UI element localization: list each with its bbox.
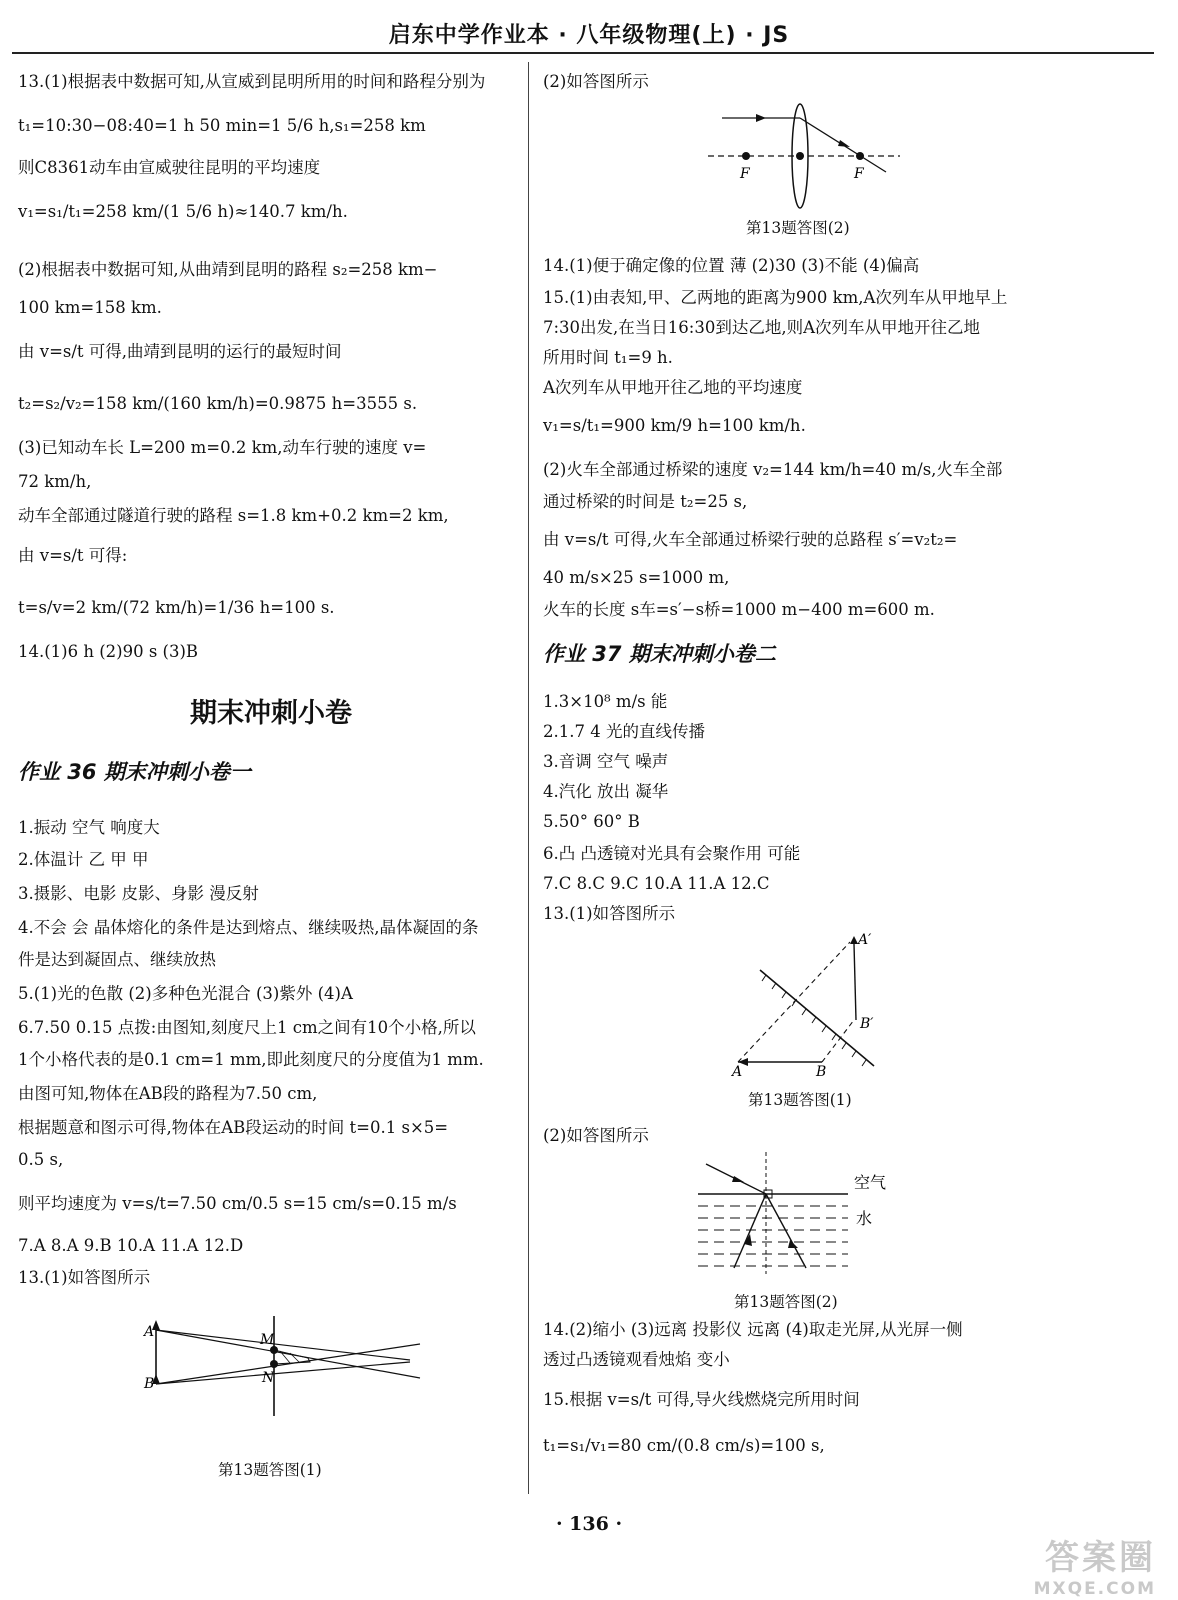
watermark-logo [956, 1530, 1156, 1599]
page-header: 启东中学作业本 · 八年级物理(上) · JS [388, 23, 790, 48]
text-line: 13.(1)如答图所示 [18, 1268, 151, 1287]
text-line: 5.(1)光的色散 (2)多种色光混合 (3)紫外 (4)A [18, 984, 353, 1003]
mirror-diagram [726, 930, 886, 1080]
text-line: 14.(2)缩小 (3)远离 投影仪 远离 (4)取走光屏,从光屏一侧 [543, 1320, 963, 1339]
text-line: (3)已知动车长 L=200 m=0.2 km,动车行驶的速度 v= [18, 438, 427, 457]
text-line: 6.凸 凸透镜对光具有会聚作用 可能 [543, 844, 801, 863]
text-line: 4.汽化 放出 凝华 [543, 782, 669, 801]
mirror-label-a-prime: A′ [858, 932, 872, 948]
text-line: 14.(1)便于确定像的位置 薄 (2)30 (3)不能 (4)偏高 [543, 256, 920, 275]
water-diagram [694, 1148, 904, 1278]
shadow-label-b: B [144, 1376, 155, 1392]
text-line: 5.50° 60° B [543, 812, 640, 831]
shadow-diagram [140, 1316, 430, 1436]
lens-focus-left: F [740, 166, 750, 182]
text-line: 15.(1)由表知,甲、乙两地的距离为900 km,A次列车从甲地早上 [543, 288, 1008, 307]
text-line: 件是达到凝固点、继续放热 [18, 950, 216, 969]
figure-caption: 第13题答图(2) [734, 1293, 838, 1311]
text-line: 所用时间 t₁=9 h. [543, 348, 673, 367]
text-line: 72 km/h, [18, 472, 92, 491]
text-line: v₁=s/t₁=900 km/9 h=100 km/h. [543, 416, 806, 435]
lens-focus-right: F [854, 166, 864, 182]
text-line: 6.7.50 0.15 点拨:由图知,刻度尺上1 cm之间有10个小格,所以 [18, 1018, 476, 1037]
text-line: 1.3×10⁸ m/s 能 [543, 692, 668, 711]
text-line: 14.(1)6 h (2)90 s (3)B [18, 642, 199, 661]
mirror-label-a: A [732, 1064, 743, 1080]
text-line: (2)如答图所示 [543, 72, 649, 91]
header-rule [12, 52, 1154, 54]
text-line: t=s/v=2 km/(72 km/h)=1/36 h=100 s. [18, 598, 335, 617]
water-label-air: 空气 [854, 1173, 887, 1192]
column-divider [528, 62, 529, 1494]
text-line: 则C8361动车由宣威驶往昆明的平均速度 [18, 158, 321, 177]
text-line: t₁=10:30−08:40=1 h 50 min=1 5/6 h,s₁=258 km [18, 116, 426, 135]
text-line: 4.不会 会 晶体熔化的条件是达到熔点、继续吸热,晶体凝固的条 [18, 918, 479, 937]
text-line: 7.A 8.A 9.B 10.A 11.A 12.D [18, 1236, 244, 1255]
shadow-label-a: A [144, 1324, 155, 1340]
text-line: 则平均速度为 v=s/t=7.50 cm/0.5 s=15 cm/s=0.15 m/s [18, 1194, 457, 1213]
text-line: 15.根据 v=s/t 可得,导火线燃烧完所用时间 [543, 1390, 860, 1409]
text-line: 40 m/s×25 s=1000 m, [543, 568, 730, 587]
text-line: 3.摄影、电影 皮影、身影 漫反射 [18, 884, 259, 903]
text-line: (2)火车全部通过桥梁的速度 v₂=144 km/h=40 m/s,火车全部 [543, 460, 1003, 479]
shadow-label-n: N [262, 1370, 275, 1386]
text-line: 13.(1)如答图所示 [543, 904, 676, 923]
shadow-label-m: M [260, 1332, 275, 1348]
lens-diagram [700, 100, 910, 200]
mirror-label-b-prime: B′ [860, 1016, 874, 1032]
water-label-water: 水 [856, 1209, 873, 1228]
figure-caption: 第13题答图(1) [218, 1461, 322, 1479]
text-line: 7:30出发,在当日16:30到达乙地,则A次列车从甲地开往乙地 [543, 318, 981, 337]
text-line: 2.体温计 乙 甲 甲 [18, 850, 149, 869]
text-line: (2)根据表中数据可知,从曲靖到昆明的路程 s₂=258 km− [18, 260, 438, 279]
text-line: 由 v=s/t 可得: [18, 546, 128, 565]
text-line: 由 v=s/t 可得,火车全部通过桥梁行驶的总路程 s′=v₂t₂= [543, 530, 958, 549]
text-line: 7.C 8.C 9.C 10.A 11.A 12.C [543, 874, 770, 893]
mirror-label-b: B [816, 1064, 827, 1080]
watermark-line2: MXQE.COM [1033, 1579, 1156, 1599]
text-line: 由图可知,物体在AB段的路程为7.50 cm, [18, 1084, 318, 1103]
text-line: A次列车从甲地开往乙地的平均速度 [543, 378, 803, 397]
assignment-title: 作业 36 期末冲刺小卷一 [18, 760, 251, 784]
text-line: 100 km=158 km. [18, 298, 162, 317]
text-line: 3.音调 空气 噪声 [543, 752, 669, 771]
text-line: 2.1.7 4 光的直线传播 [543, 722, 705, 741]
watermark-line1: 答案圈 [1045, 1538, 1156, 1578]
section-heading: 期末冲刺小卷 [190, 698, 352, 729]
text-line: t₁=s₁/v₁=80 cm/(0.8 cm/s)=100 s, [543, 1436, 825, 1455]
figure-caption: 第13题答图(2) [746, 219, 850, 237]
text-line: 根据题意和图示可得,物体在AB段运动的时间 t=0.1 s×5= [18, 1118, 449, 1137]
text-line: 动车全部通过隧道行驶的路程 s=1.8 km+0.2 km=2 km, [18, 506, 449, 525]
text-line: t₂=s₂/v₂=158 km/(160 km/h)=0.9875 h=3555 s. [18, 394, 418, 413]
text-line: 0.5 s, [18, 1150, 64, 1169]
page-number: · 136 · [555, 1513, 623, 1535]
text-line: 通过桥梁的时间是 t₂=25 s, [543, 492, 748, 511]
text-line: 1个小格代表的是0.1 cm=1 mm,即此刻度尺的分度值为1 mm. [18, 1050, 484, 1069]
text-line: (2)如答图所示 [543, 1126, 649, 1145]
text-line: 由 v=s/t 可得,曲靖到昆明的运行的最短时间 [18, 342, 342, 361]
text-line: 透过凸透镜观看烛焰 变小 [543, 1350, 730, 1369]
text-line: v₁=s₁/t₁=258 km/(1 5/6 h)≈140.7 km/h. [18, 202, 348, 221]
text-line: 13.(1)根据表中数据可知,从宣威到昆明所用的时间和路程分别为 [18, 72, 486, 91]
figure-caption: 第13题答图(1) [748, 1091, 852, 1109]
text-line: 1.振动 空气 响度大 [18, 818, 160, 837]
assignment-title: 作业 37 期末冲刺小卷二 [543, 642, 776, 666]
text-line: 火车的长度 s车=s′−s桥=1000 m−400 m=600 m. [543, 600, 935, 619]
